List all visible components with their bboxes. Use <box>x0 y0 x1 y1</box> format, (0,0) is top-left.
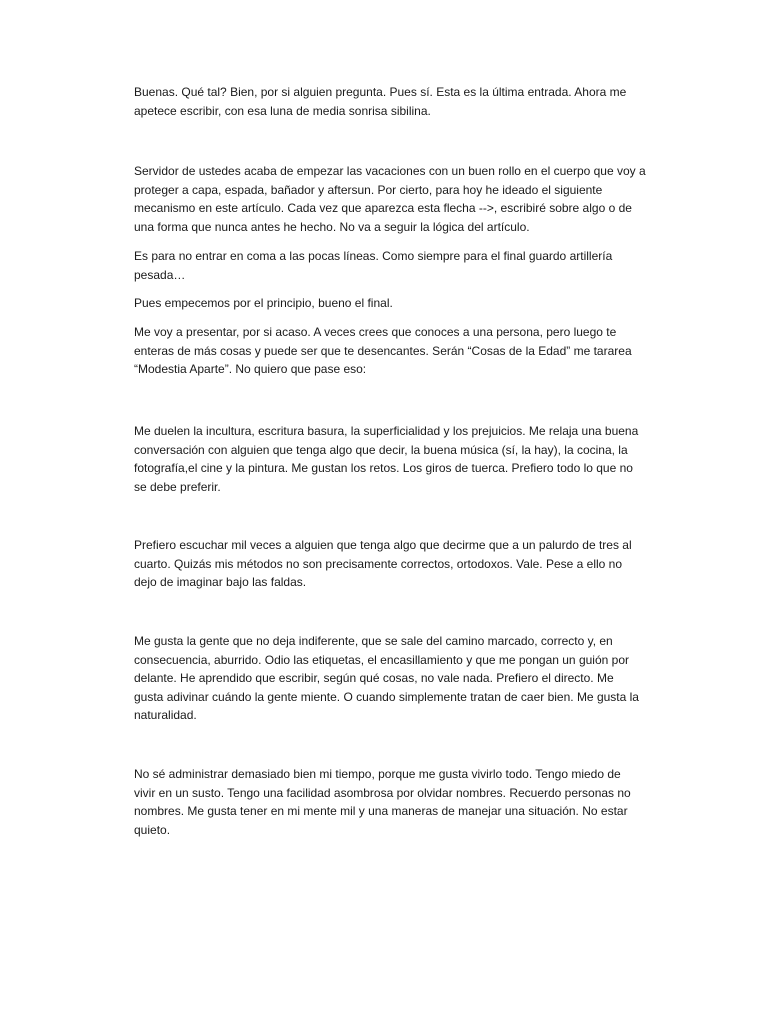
paragraph-people <box>134 632 640 725</box>
text-line: conversación con alguien que tenga algo que decir, la buena música (sí, la hay), la cocina, la <box>134 442 628 457</box>
text-line: cuarto. Quizás mis métodos no son precisamente correctos, ortodoxos. Vale. Pese a ello no <box>134 556 623 571</box>
text-line: No sé administrar demasiado bien mi tiempo, porque me gusta vivirlo todo. Tengo miedo de <box>134 767 621 781</box>
text-line: consecuencia, aburrido. Odio las etiquetas, el encasillamiento y que me pongan un guión por <box>134 652 629 667</box>
paragraph-coma <box>134 247 640 284</box>
paragraph-vacation <box>134 162 646 236</box>
text-line: Buenas. Qué tal? Bien, por si alguien pregunta. Pues sí. Esta es la última entrada. Ahora me <box>134 85 627 99</box>
text-line: pesada… <box>134 267 186 282</box>
text-line: mecanismo en este artículo. Cada vez que aparezca esta flecha -->, escribiré sobre algo o de <box>134 201 632 215</box>
text-line: Me gusta la gente que no deja indiferente, que se sale del camino marcado, correcto y, en <box>134 634 613 648</box>
text-line: quieto. <box>134 822 171 837</box>
paragraph-begin <box>134 294 640 313</box>
paragraph-dislikes <box>134 422 640 496</box>
text-line: dejo de imaginar bajo las faldas. <box>134 575 307 589</box>
text-line: Me duelen la incultura, escritura basura, la superficialidad y los prejuicios. Me relaja una buena <box>134 424 639 438</box>
text-line: Prefiero escuchar mil veces a alguien que tenga algo que decirme que a un palurdo de tres al <box>134 538 632 552</box>
text-line: una forma que nunca antes he hecho. No va a seguir la lógica del artículo. <box>134 219 530 234</box>
text-line: Servidor de ustedes acaba de empezar las vacaciones con un buen rollo en el cuerpo que voy a <box>134 164 646 178</box>
paragraph-present <box>134 323 640 379</box>
text-line: gusta adivinar cuándo la gente miente. O cuando simplemente tratan de caer bien. Me gusta la <box>134 689 639 704</box>
paragraph-listen <box>134 536 640 592</box>
text-line: vivir en un susto. Tengo una facilidad asombrosa por olvidar nombres. Recuerdo personas no <box>134 785 631 800</box>
text-line: Pues empecemos por el principio, bueno el final. <box>134 296 393 310</box>
text-line: delante. He aprendido que escribir, según qué cosas, no vale nada. Prefiero el directo. Me <box>134 671 614 685</box>
text-line: enteras de más cosas y puede ser que te desencantes. Serán “Cosas de la Edad” me tararea <box>134 343 632 358</box>
text-line: fotografía,el cine y la pintura. Me gustan los retos. Los giros de tuerca. Prefiero todo lo que no <box>134 461 633 475</box>
text-line: “Modestia Aparte”. No quiero que pase eso: <box>134 362 367 376</box>
text-line: apetece escribir, con esa luna de media sonrisa sibilina. <box>134 103 431 118</box>
text-line: se debe preferir. <box>134 479 221 494</box>
text-line: nombres. Me gusta tener en mi mente mil y una maneras de manejar una situación. No estar <box>134 804 628 818</box>
text-line: naturalidad. <box>134 708 197 722</box>
paragraph-time <box>134 765 640 839</box>
text-line: proteger a capa, espada, bañador y aftersun. Por cierto, para hoy he ideado el siguiente <box>134 182 603 197</box>
paragraph-greeting <box>134 83 640 120</box>
text-line: Es para no entrar en coma a las pocas líneas. Como siempre para el final guardo artillería <box>134 249 613 263</box>
text-line: Me voy a presentar, por si acaso. A veces crees que conoces a una persona, pero luego te <box>134 325 617 339</box>
